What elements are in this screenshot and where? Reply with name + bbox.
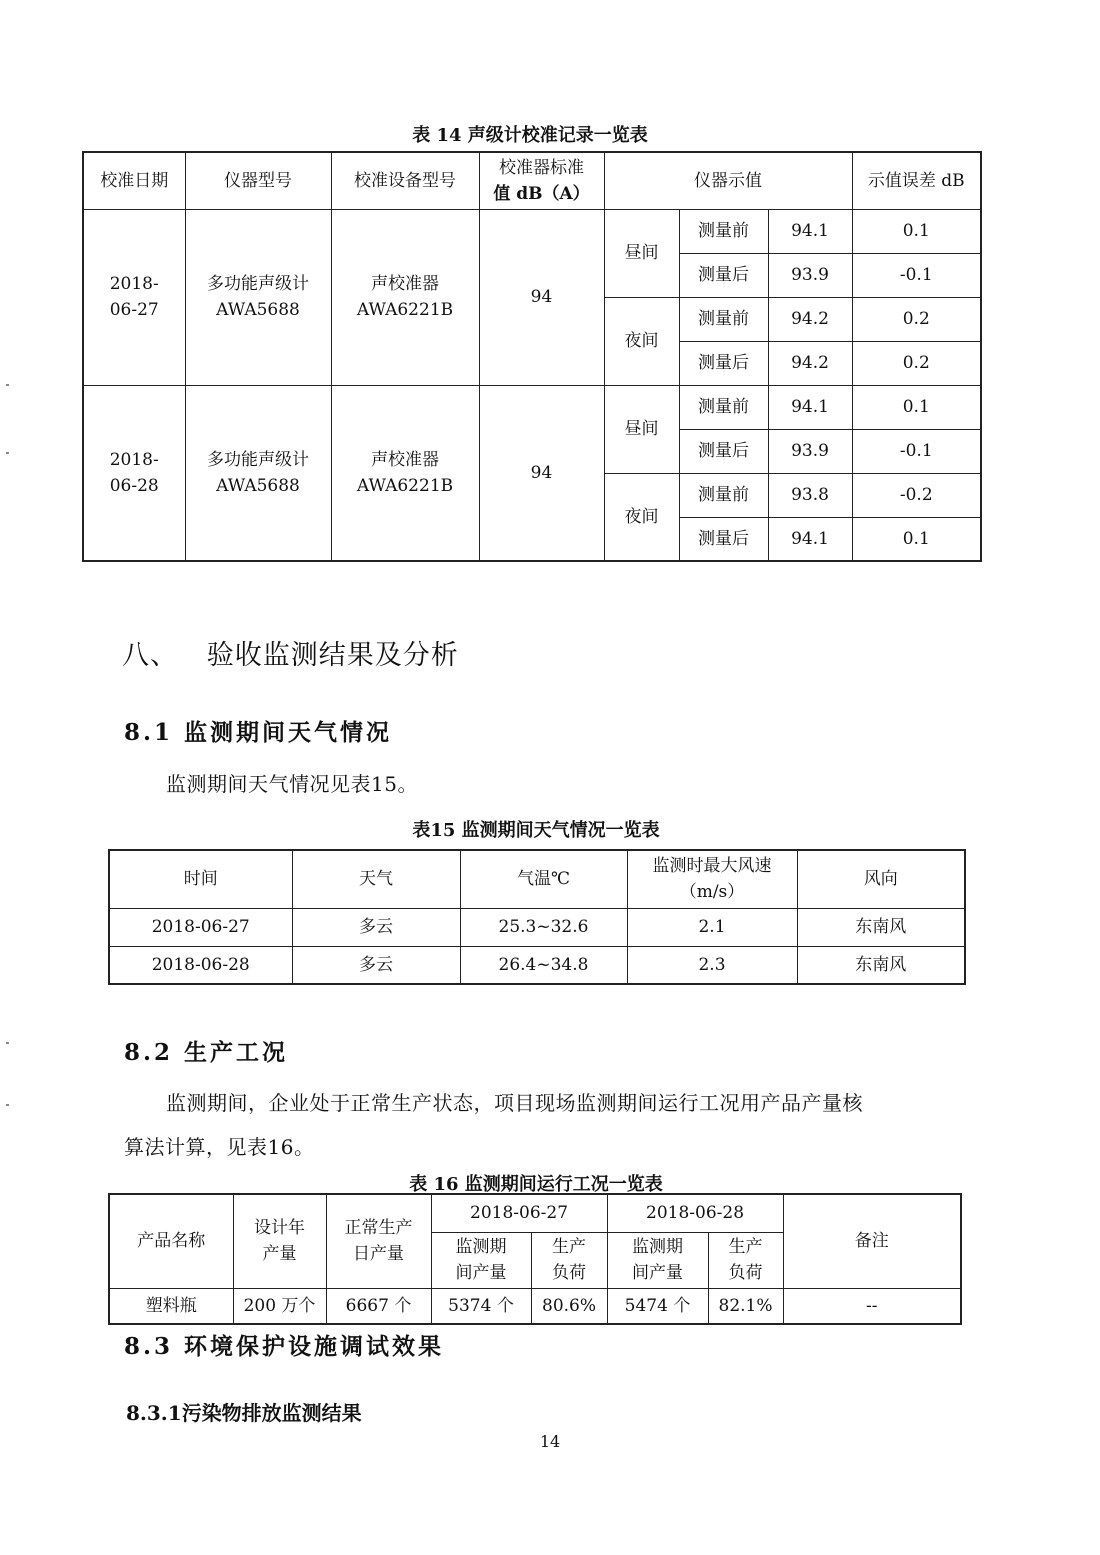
scan-mark [6, 452, 9, 454]
cell-error: 0.2 [852, 297, 981, 341]
header-error: 示值误差 dB [852, 152, 981, 209]
header-direction: 风向 [797, 850, 965, 908]
subsection-heading-8-3: 8.3 环境保护设施调试效果 [124, 1333, 445, 1360]
header-device: 校准设备型号 [331, 152, 479, 209]
cell-d2-output: 5474 个 [607, 1288, 708, 1324]
cell-wind: 2.3 [627, 946, 797, 984]
subsection-heading-8-3-1: 8.3.1污染物排放监测结果 [126, 1401, 362, 1425]
header-wind: 监测时最大风速 （m/s） [627, 850, 797, 908]
cell-value: 94.2 [768, 341, 852, 385]
header-period-output: 监测期 间产量 [607, 1232, 708, 1288]
table15-caption: 表15 监测期间天气情况一览表 [412, 820, 660, 841]
cell-d1-output: 5374 个 [431, 1288, 531, 1324]
table16 [108, 1193, 962, 1325]
cell-stage: 测量后 [679, 517, 768, 561]
table14 [82, 151, 982, 562]
cell-error: -0.1 [852, 253, 981, 297]
cell-model: 多功能声级计 AWA5688 [185, 209, 331, 385]
header-standard: 校准器标准 值 dB（A） [479, 152, 604, 209]
cell-error: 0.1 [852, 209, 981, 253]
table-row [109, 946, 965, 984]
paragraph-8-2-line2: 算法计算，见表16。 [124, 1135, 315, 1159]
header-date2: 2018-06-28 [607, 1194, 783, 1232]
cell-design: 200 万个 [233, 1288, 326, 1324]
header-design: 设计年 产量 [233, 1194, 326, 1288]
cell-value: 93.8 [768, 473, 852, 517]
cell-wind: 2.1 [627, 908, 797, 946]
cell-stage: 测量前 [679, 385, 768, 429]
header-date: 校准日期 [83, 152, 185, 209]
cell-stage: 测量前 [679, 209, 768, 253]
header-date1: 2018-06-27 [431, 1194, 607, 1232]
cell-stage: 测量前 [679, 473, 768, 517]
header-period-output: 监测期 间产量 [431, 1232, 531, 1288]
table14-caption: 表 14 声级计校准记录一览表 [412, 125, 648, 146]
cell-note: -- [783, 1288, 961, 1324]
cell-stage: 测量后 [679, 341, 768, 385]
cell-error: -0.1 [852, 429, 981, 473]
table-row [83, 385, 981, 429]
cell-period: 昼间 [604, 209, 679, 297]
cell-temp: 26.4~34.8 [460, 946, 627, 984]
header-note: 备注 [783, 1194, 961, 1288]
cell-period: 夜间 [604, 297, 679, 385]
cell-device: 声校准器 AWA6221B [331, 209, 479, 385]
cell-value: 94.1 [768, 385, 852, 429]
header-reading: 仪器示值 [604, 152, 852, 209]
cell-error: -0.2 [852, 473, 981, 517]
cell-error: 0.1 [852, 517, 981, 561]
page-number: 14 [539, 1432, 561, 1451]
cell-stage: 测量前 [679, 297, 768, 341]
cell-stage: 测量后 [679, 253, 768, 297]
table16-caption: 表 16 监测期间运行工况一览表 [409, 1174, 663, 1195]
cell-time: 2018-06-27 [109, 908, 292, 946]
table-row [109, 1288, 961, 1324]
cell-standard: 94 [479, 209, 604, 385]
header-time: 时间 [109, 850, 292, 908]
cell-error: 0.1 [852, 385, 981, 429]
header-load: 生产 负荷 [531, 1232, 607, 1288]
cell-stage: 测量后 [679, 429, 768, 473]
cell-value: 94.1 [768, 517, 852, 561]
header-weather: 天气 [292, 850, 460, 908]
cell-date: 2018- 06-27 [83, 209, 185, 385]
cell-period: 夜间 [604, 473, 679, 561]
paragraph-8-2-line1: 监测期间，企业处于正常生产状态，项目现场监测期间运行工况用产品产量核 [166, 1091, 863, 1115]
cell-value: 94.1 [768, 209, 852, 253]
header-normal: 正常生产 日产量 [326, 1194, 431, 1288]
cell-value: 94.2 [768, 297, 852, 341]
header-temp: 气温℃ [460, 850, 627, 908]
cell-time: 2018-06-28 [109, 946, 292, 984]
cell-direction: 东南风 [797, 908, 965, 946]
scan-mark [6, 1042, 9, 1044]
cell-product: 塑料瓶 [109, 1288, 233, 1324]
paragraph-8-1: 监测期间天气情况见表15。 [166, 772, 418, 796]
cell-error: 0.2 [852, 341, 981, 385]
cell-value: 93.9 [768, 429, 852, 473]
section-heading: 八、 验收监测结果及分析 [122, 640, 459, 671]
cell-date: 2018- 06-28 [83, 385, 185, 561]
cell-temp: 25.3~32.6 [460, 908, 627, 946]
cell-normal: 6667 个 [326, 1288, 431, 1324]
table15 [108, 849, 966, 985]
cell-model: 多功能声级计 AWA5688 [185, 385, 331, 561]
cell-d1-load: 80.6% [531, 1288, 607, 1324]
cell-d2-load: 82.1% [708, 1288, 783, 1324]
table-row [109, 908, 965, 946]
cell-weather: 多云 [292, 946, 460, 984]
table-row [83, 209, 981, 253]
cell-period: 昼间 [604, 385, 679, 473]
header-product: 产品名称 [109, 1194, 233, 1288]
subsection-heading-8-1: 8.1 监测期间天气情况 [124, 719, 393, 746]
header-load: 生产 负荷 [708, 1232, 783, 1288]
cell-value: 93.9 [768, 253, 852, 297]
cell-standard: 94 [479, 385, 604, 561]
subsection-heading-8-2: 8.2 生产工况 [124, 1039, 289, 1066]
header-model: 仪器型号 [185, 152, 331, 209]
scan-mark [6, 384, 9, 386]
scan-mark [6, 1104, 9, 1106]
cell-weather: 多云 [292, 908, 460, 946]
cell-direction: 东南风 [797, 946, 965, 984]
cell-device: 声校准器 AWA6221B [331, 385, 479, 561]
